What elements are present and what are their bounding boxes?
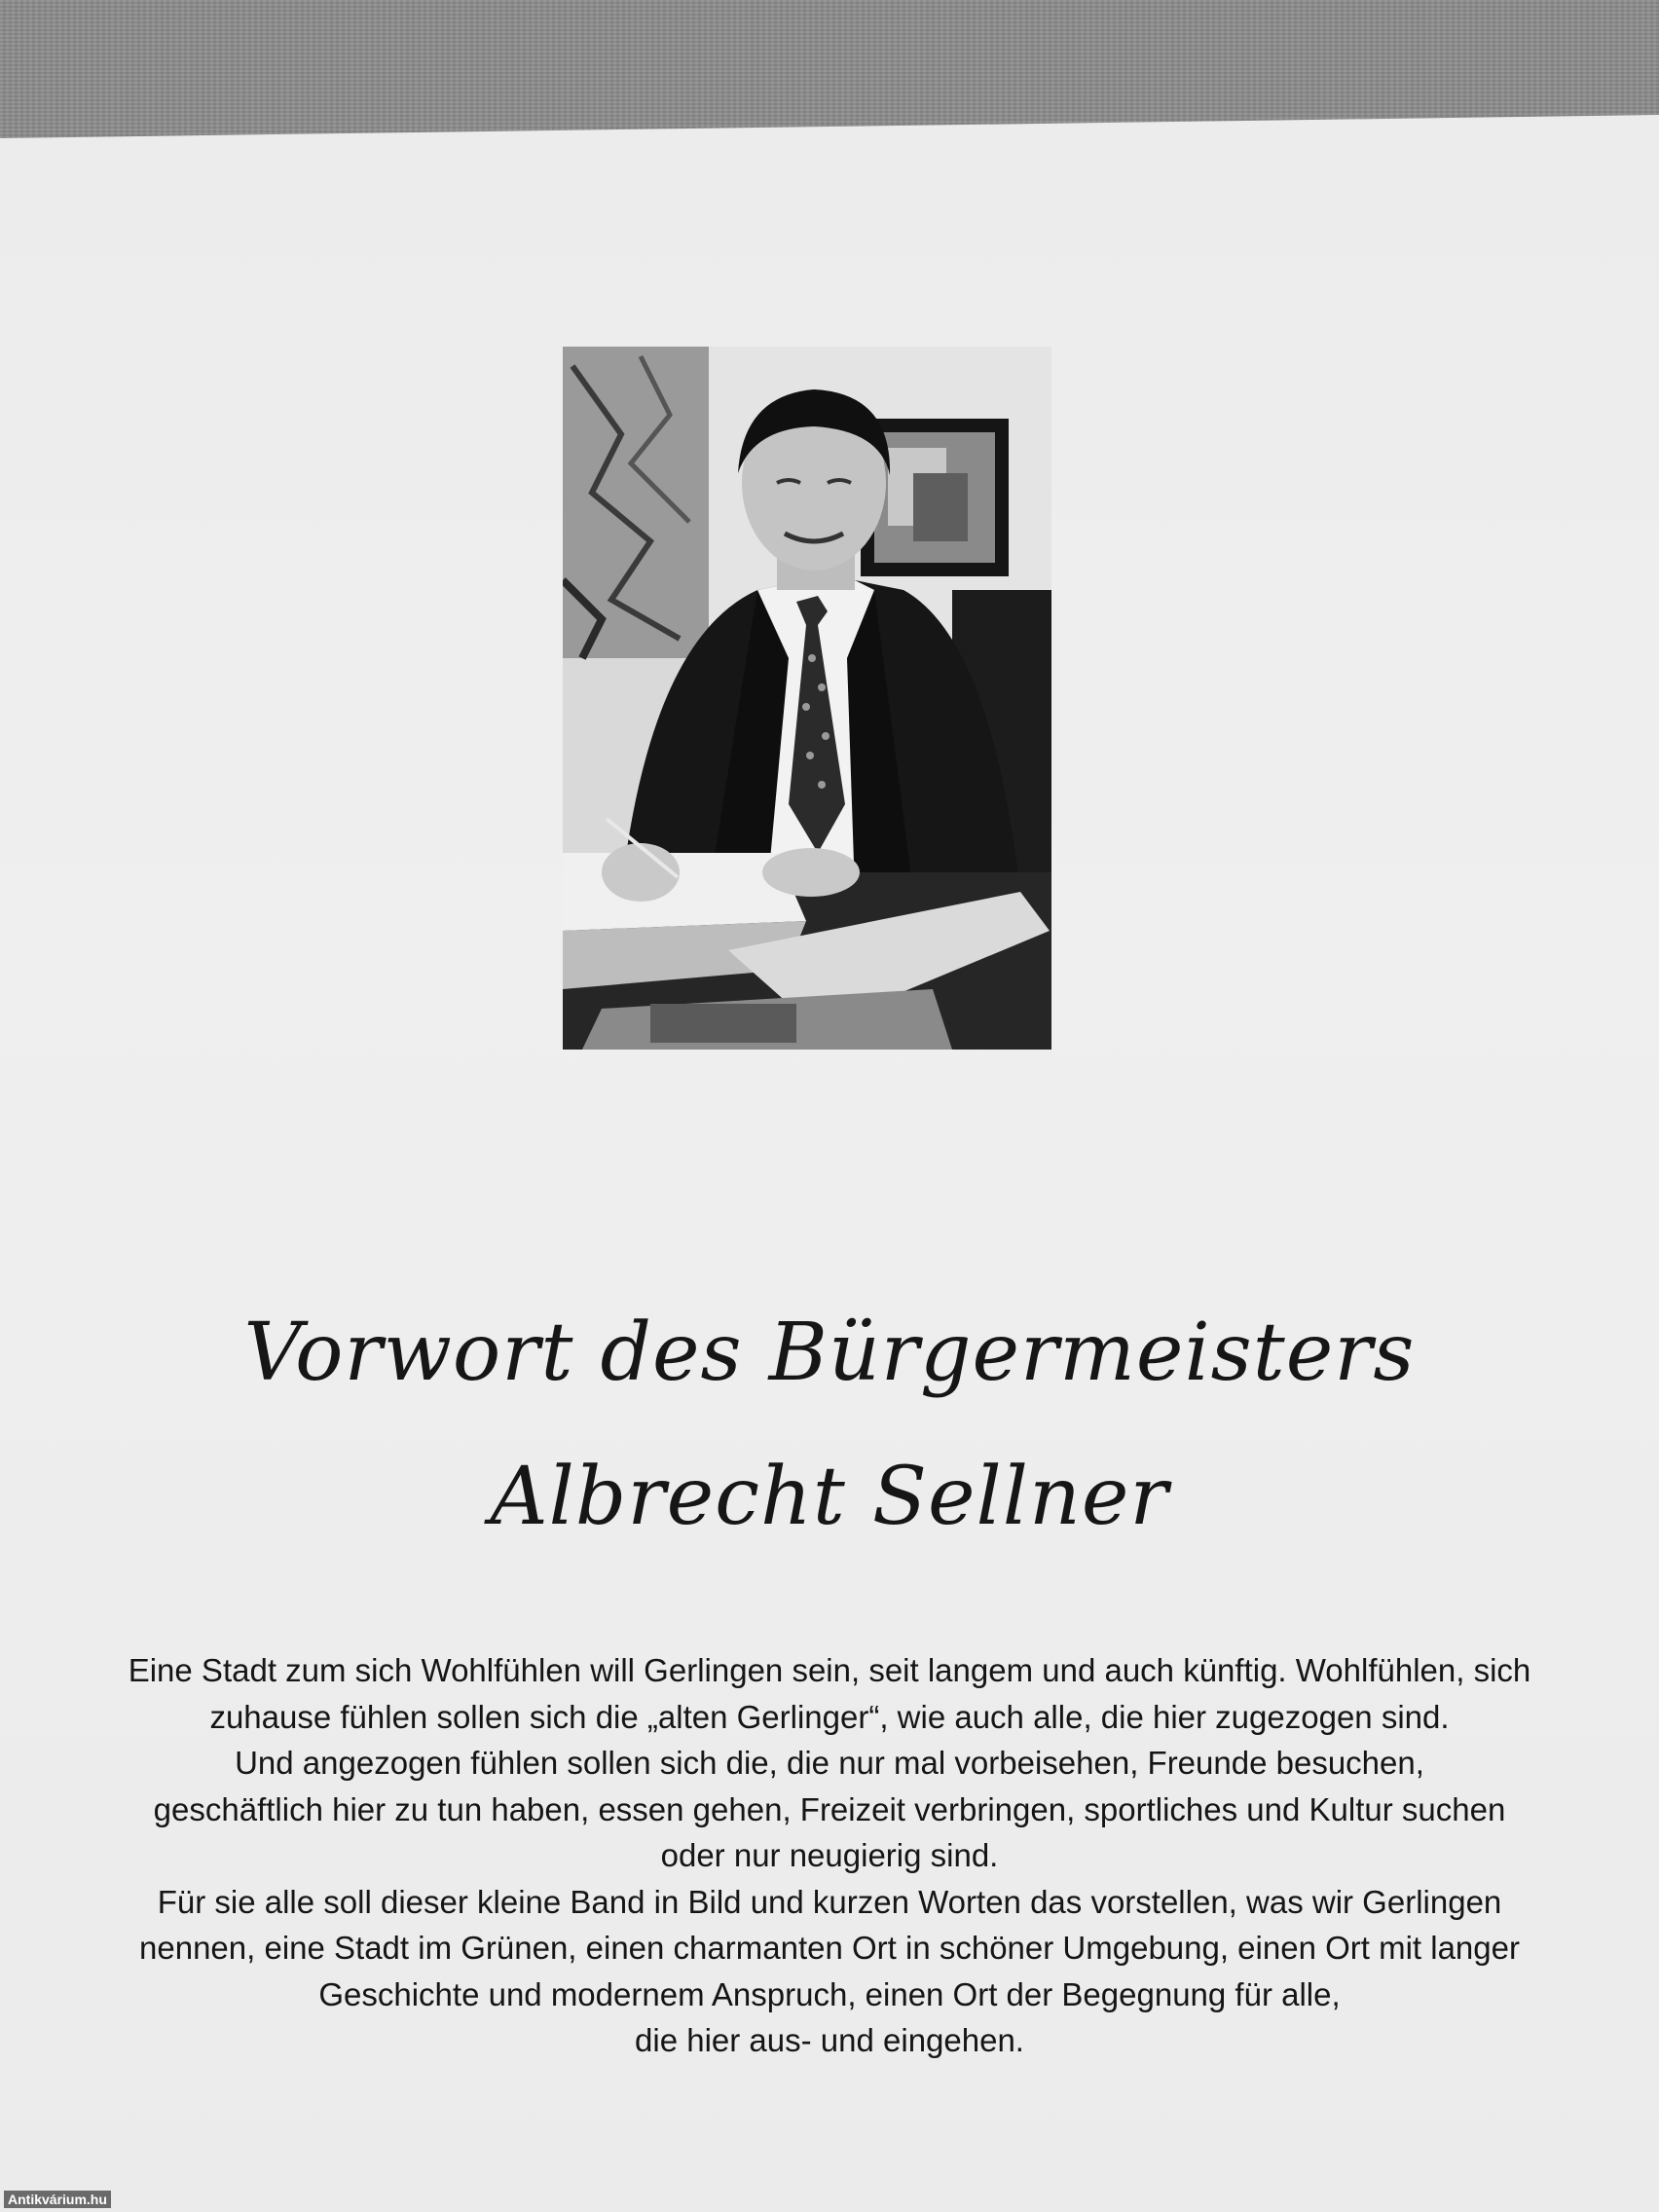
body-line: Geschichte und modernem Anspruch, einen Ort der Begegnung für alle, xyxy=(318,1975,1341,2012)
body-line: die hier aus- und eingehen. xyxy=(635,2022,1024,2058)
body-line: Und angezogen fühlen sollen sich die, die nur mal vorbeisehen, Freunde besuchen, xyxy=(235,1745,1424,1781)
foreword-body-text xyxy=(39,1647,1620,2064)
body-line: Für sie alle soll dieser kleine Band in Bild und kurzen Worten das vorstellen, was wir Gerlingen xyxy=(157,1883,1502,1920)
body-line: oder nur neugierig sind. xyxy=(660,1837,999,1873)
mayor-portrait-photo xyxy=(563,347,1051,1050)
watermark-label: Antikvárium.hu xyxy=(4,2191,111,2208)
body-line: zuhause fühlen sollen sich die „alten Gerlinger“, wie auch alle, die hier zugezogen sind. xyxy=(209,1698,1450,1735)
heading-title: Vorwort des Bürgermeisters xyxy=(243,1307,1416,1399)
heading-author-name: Albrecht Sellner xyxy=(490,1451,1169,1543)
body-line: geschäftlich hier zu tun haben, essen gehen, Freizeit verbringen, sportliches und Kultur suchen xyxy=(153,1790,1506,1827)
body-line: Eine Stadt zum sich Wohlfühlen will Gerlingen sein, seit langem und auch künftig. Wohlfühlen, sich xyxy=(128,1652,1531,1688)
body-line: nennen, eine Stadt im Grünen, einen charmanten Ort in schöner Umgebung, einen Ort mit langer xyxy=(139,1930,1520,1966)
